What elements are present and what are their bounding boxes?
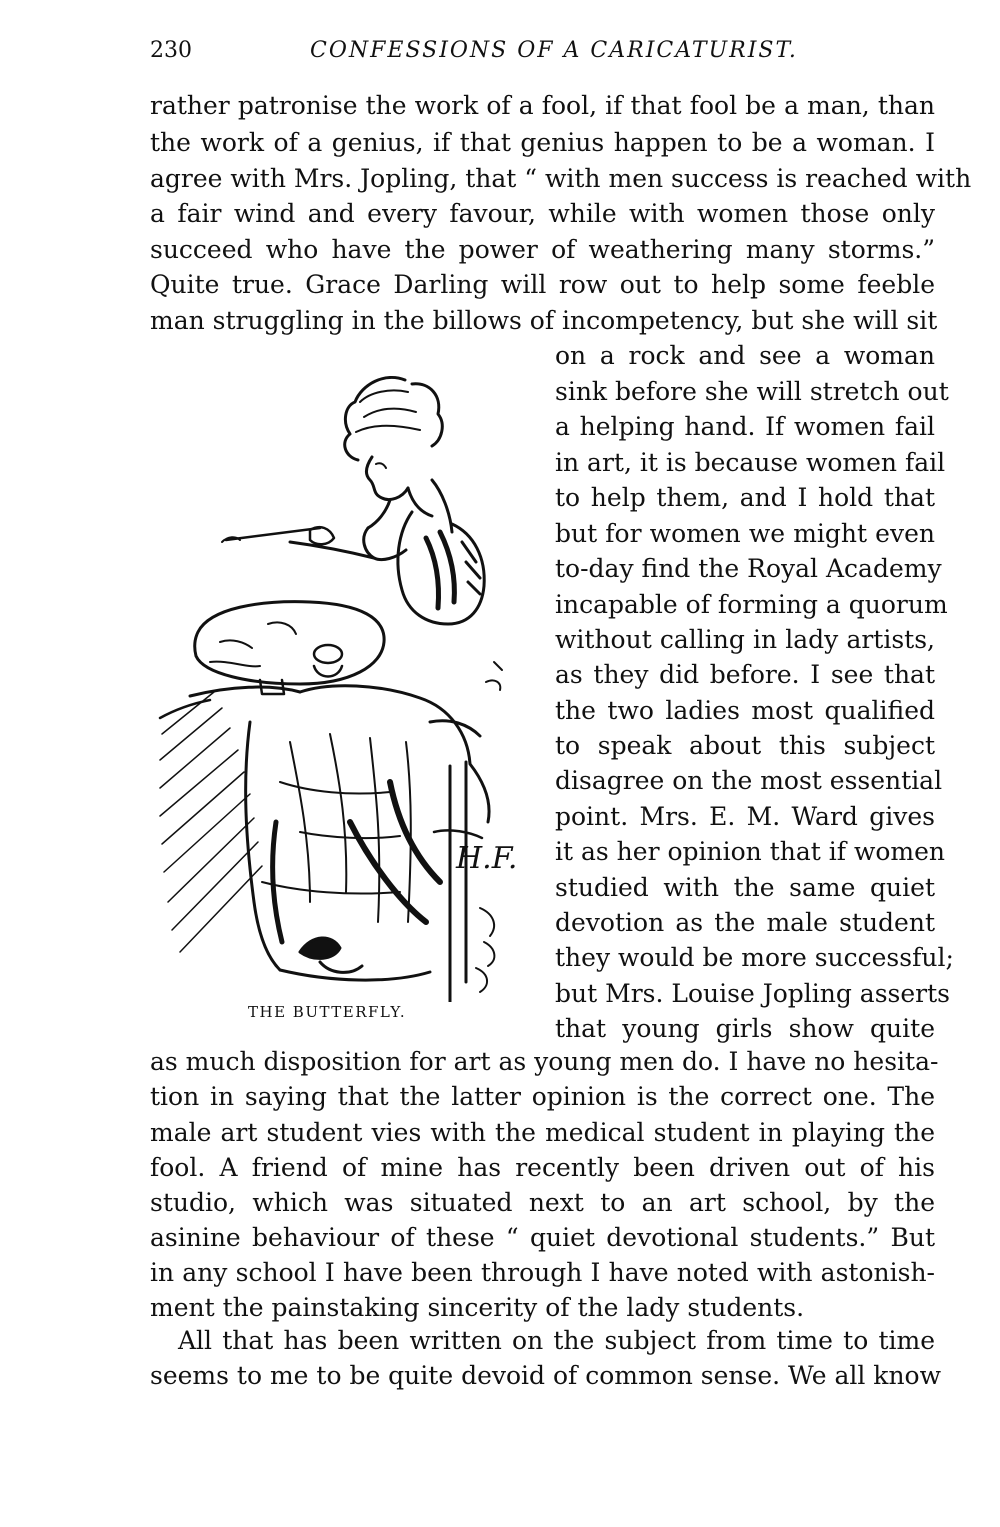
text-line: Quite true. Grace Darling will row out to help some feeble	[150, 270, 935, 299]
text-line: the two ladies most qualified	[555, 696, 935, 725]
text-line: agree with Mrs. Jopling, that “ with men success is reached with	[150, 164, 972, 193]
text-line: rather patronise the work of a fool, if that fool be a man, than	[150, 91, 935, 120]
text-line: to help them, and I hold that	[555, 483, 935, 512]
text-line: disagree on the most essential	[555, 766, 943, 795]
text-line: but for women we might even	[555, 519, 935, 548]
text-line: to speak about this subject	[555, 731, 935, 760]
text-line: a fair wind and every favour, while with women those only	[150, 199, 935, 228]
text-line: that young girls show quite	[555, 1014, 935, 1043]
text-line: as much disposition for art as young men do. I have no hesita-	[150, 1047, 939, 1076]
text-line: without calling in lady artists,	[555, 625, 935, 654]
illustration-butterfly	[150, 362, 530, 1002]
text-line: studio, which was situated next to an art school, by the	[150, 1188, 935, 1217]
figure-caption: THE BUTTERFLY.	[248, 1003, 407, 1021]
woman-painter-drawing	[150, 362, 530, 1002]
artist-monogram: H.F.	[456, 841, 518, 876]
text-line: seems to me to be quite devoid of common sense. We all know	[150, 1361, 941, 1390]
text-line: studied with the same quiet	[555, 873, 935, 902]
text-line: All that has been written on the subject from time to time	[178, 1326, 935, 1355]
text-line: succeed who have the power of weathering many storms.”	[150, 235, 935, 264]
text-line: the work of a genius, if that genius happen to be a woman. I	[150, 128, 935, 157]
text-line: sink before she will stretch out	[555, 377, 949, 406]
page-number: 230	[150, 38, 192, 63]
text-line: asinine behaviour of these “ quiet devotional students.” But	[150, 1223, 935, 1252]
text-line: it as her opinion that if women	[555, 837, 946, 866]
text-line: on a rock and see a woman	[555, 341, 935, 370]
text-line: incapable of forming a quorum	[555, 590, 948, 619]
text-line: they would be more successful;	[555, 943, 954, 972]
text-line: a helping hand. If women fail	[555, 412, 935, 441]
text-line: tion in saying that the latter opinion is the correct one. The	[150, 1082, 935, 1111]
text-line: ment the painstaking sincerity of the lady students.	[150, 1293, 805, 1322]
text-line: point. Mrs. E. M. Ward gives	[555, 802, 935, 831]
running-title: CONFESSIONS OF A CARICATURIST.	[310, 38, 798, 63]
text-line: in any school I have been through I have noted with astonish-	[150, 1258, 935, 1287]
text-line: to-day find the Royal Academy	[555, 554, 942, 583]
text-line: fool. A friend of mine has recently been driven out of his	[150, 1153, 935, 1182]
text-line: male art student vies with the medical student in playing the	[150, 1118, 935, 1147]
text-line: as they did before. I see that	[555, 660, 935, 689]
text-line: devotion as the male student	[555, 908, 935, 937]
running-head	[150, 38, 935, 70]
text-line: man struggling in the billows of incompetency, but she will sit	[150, 306, 938, 335]
text-line: in art, it is because women fail	[555, 448, 946, 477]
text-line: but Mrs. Louise Jopling asserts	[555, 979, 950, 1008]
